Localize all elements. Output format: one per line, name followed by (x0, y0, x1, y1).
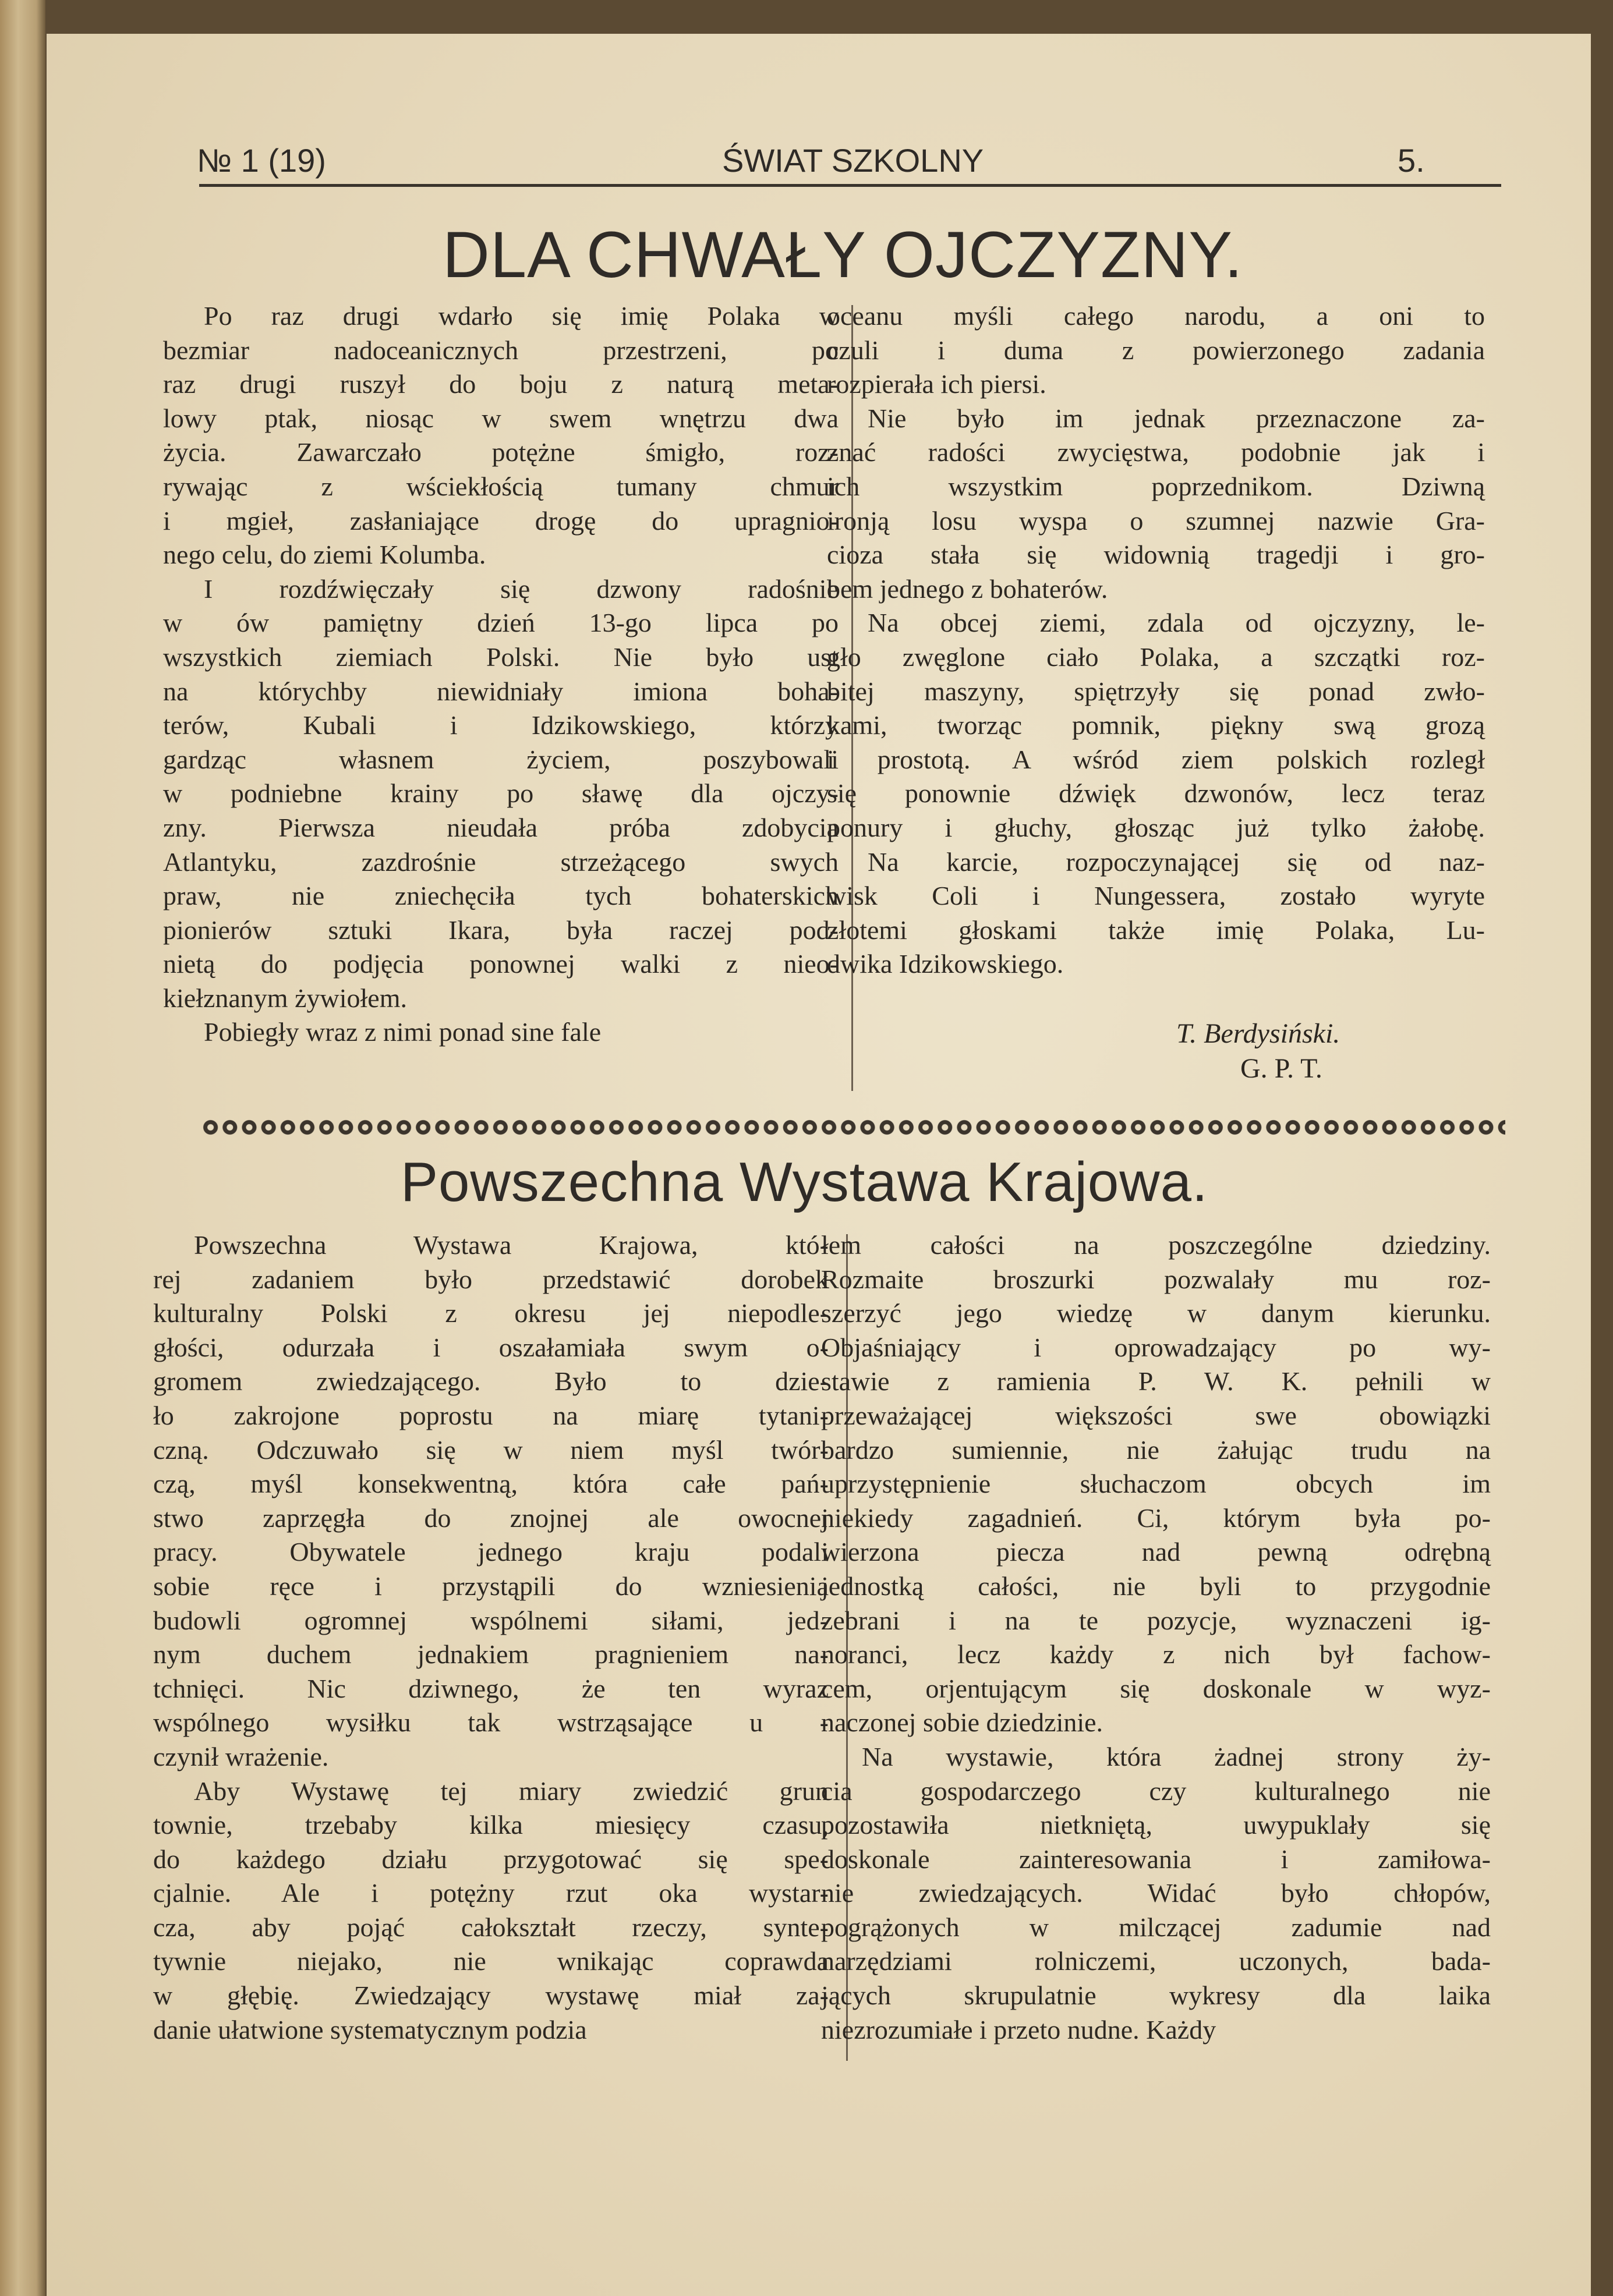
text-line: zebrani i na te pozycje, wyznaczeni ig- (821, 1605, 1491, 1635)
text-line: bem jednego z bohaterów. (827, 573, 1108, 604)
text-line: w głębię. Zwiedzający wystawę miał za- (153, 1980, 829, 2011)
text-line: się ponownie dźwięk dzwonów, lecz teraz (827, 778, 1485, 809)
text-line: raz drugi ruszył do boju z naturą meta- (163, 369, 839, 399)
article-column-left (153, 1228, 829, 2047)
text-line: wierzona piecza nad pewną odrębną (821, 1537, 1491, 1567)
text-line: gardząc własnem życiem, poszybowali (163, 744, 839, 774)
text-line: pionierów sztuki Ikara, była raczej pod- (163, 915, 839, 945)
text-line: złotemi głoskami także imię Polaka, Lu- (827, 915, 1485, 945)
adjacent-page-edge (0, 0, 45, 2296)
text-line: kami, tworząc pomnik, piękny swą grozą (827, 710, 1485, 740)
text-line: na którychby niewidniały imiona boha- (163, 676, 839, 706)
text-line: kiełznanym żywiołem. (163, 983, 407, 1013)
text-line: Po raz drugi wdarło się imię Polaka w (204, 301, 839, 331)
text-line: i mgieł, zasłaniające drogę do upragnio- (163, 505, 839, 536)
text-line: jednostką całości, nie byli to przygodnie (821, 1571, 1491, 1601)
text-line: cza, aby pojąć całokształt rzeczy, synte- (153, 1912, 829, 1942)
article-column-right (821, 1228, 1491, 2047)
text-line: Powszechna Wystawa Krajowa, któ- (194, 1230, 829, 1260)
text-line: ponury i głuchy, głosząc już tylko żałobę. (827, 812, 1485, 842)
text-line: przeważającej większości swe obowiązki (821, 1400, 1491, 1430)
text-line: I rozdźwięczały się dzwony radośnie (204, 573, 839, 604)
text-line: rozpierała ich piersi. (827, 369, 1046, 399)
text-line: w ów pamiętny dzień 13-go lipca po (163, 608, 839, 638)
text-line: znać radości zwycięstwa, podobnie jak i (827, 437, 1485, 467)
text-line: uprzystępnienie słuchaczom obcych im (821, 1469, 1491, 1499)
text-line: sobie ręce i przystąpili do wzniesienia (153, 1571, 829, 1601)
text-line: rywając z wściekłością tumany chmur (163, 471, 839, 501)
text-line: Rozmaite broszurki pozwalały mu roz- (821, 1264, 1491, 1294)
text-line: pozostawiła nietkniętą, uwypuklały się (821, 1810, 1491, 1840)
text-line: nego celu, do ziemi Kolumba. (163, 540, 486, 570)
header-rule (199, 184, 1501, 187)
text-line: pogrążonych w milczącej zadumie nad (821, 1912, 1491, 1942)
text-line: kulturalny Polski z okresu jej niepodle- (153, 1298, 829, 1328)
text-line: noranci, lecz każdy z nich był fachow- (821, 1639, 1491, 1670)
text-line: terów, Kubali i Idzikowskiego, którzy (163, 710, 839, 740)
text-line: stwo zaprzęgła do znojnej ale owocnej (153, 1503, 829, 1533)
text-line: ło zakrojone poprostu na miarę tytani- (153, 1400, 829, 1430)
text-line: nietą do podjęcia ponownej walki z nieo- (163, 949, 839, 979)
text-line: bitej maszyny, spiętrzyły się ponad zwło- (827, 676, 1485, 706)
text-line: czą, myśl konsekwentną, która całe pań- (153, 1469, 829, 1499)
text-line: lowy ptak, niosąc w swem wnętrzu dwa (163, 403, 839, 433)
text-line: głości, odurzała i oszałamiała swym o- (153, 1332, 829, 1362)
article-column-right (827, 299, 1485, 982)
text-line: praw, nie zniechęciła tych bohaterskich (163, 881, 839, 911)
text-line: nie zwiedzających. Widać było chłopów, (821, 1878, 1491, 1908)
text-line: naczonej sobie dziedzinie. (821, 1707, 1103, 1738)
text-line: cia gospodarczego czy kulturalnego nie (821, 1776, 1491, 1806)
text-line: oceanu myśli całego narodu, a oni to (827, 301, 1485, 331)
text-line: Na karcie, rozpoczynającej się od naz- (868, 846, 1485, 877)
text-line: danie ułatwione systematycznym podzia (153, 2014, 587, 2045)
text-line: Atlantyku, zazdrośnie strzeżącego swych (163, 846, 839, 877)
text-line: bezmiar nadoceanicznych przestrzeni, po (163, 335, 839, 365)
text-line: bardzo sumiennie, nie żałując trudu na (821, 1434, 1491, 1465)
document-page (47, 34, 1591, 2296)
text-line: dwika Idzikowskiego. (827, 949, 1064, 979)
text-line: nym duchem jednakiem pragnieniem na- (153, 1639, 829, 1670)
text-line: wisk Coli i Nungessera, zostało wyryte (827, 881, 1485, 911)
text-line: rej zadaniem było przedstawić dorobek (153, 1264, 829, 1294)
text-line: Na wystawie, która żadnej strony ży- (862, 1741, 1491, 1771)
text-line: wspólnego wysiłku tak wstrząsające u - (153, 1707, 829, 1738)
article-title: DLA CHWAŁY OJCZYZNY. (443, 218, 1243, 291)
text-line: czuli i duma z powierzonego zadania (827, 335, 1485, 365)
text-line: Nie było im jednak przeznaczone za- (868, 403, 1485, 433)
author-affiliation: G. P. T. (1240, 1053, 1322, 1084)
text-line: gromem zwiedzającego. Było to dzie- (153, 1366, 829, 1397)
page-number: 5. (1398, 142, 1425, 179)
issue-number: № 1 (19) (197, 142, 326, 179)
text-line: doskonale zainteresowania i zamiłowa- (821, 1844, 1491, 1874)
text-line: do każdego działu przygotować się spe- (153, 1844, 829, 1874)
text-line: Na obcej ziemi, zdala od ojczyzny, le- (868, 608, 1485, 638)
text-line: budowli ogromnej wspólnemi siłami, jed- (153, 1605, 829, 1635)
text-line: czynił wrażenie. (153, 1741, 329, 1771)
text-line: życia. Zawarczało potężne śmigło, roz- (163, 437, 839, 467)
text-line: pracy. Obywatele jednego kraju podali (153, 1537, 829, 1567)
text-line: Aby Wystawę tej miary zwiedzić grun (194, 1776, 829, 1806)
article-author: T. Berdysiński. (1176, 1018, 1340, 1049)
text-line: jących skrupulatnie wykresy dla laika (821, 1980, 1491, 2011)
text-line: tchnięci. Nic dziwnego, że ten wyraz (153, 1673, 829, 1703)
text-line: ironją losu wyspa o szumnej nazwie Gra- (827, 505, 1485, 536)
text-line: Objaśniający i oprowadzający po wy- (821, 1332, 1491, 1362)
text-line: stawie z ramienia P. W. K. pełnili w (821, 1366, 1491, 1397)
text-line: cem, orjentującym się doskonale w wyz- (821, 1673, 1491, 1703)
text-line: zny. Pierwsza nieudała próba zdobycia (163, 812, 839, 842)
text-line: tywnie niejako, nie wnikając coprawda (153, 1946, 829, 1976)
text-line: gło zwęglone ciało Polaka, a szczątki roz- (827, 642, 1485, 672)
text-line: ich wszystkim poprzednikom. Dziwną (827, 471, 1485, 501)
journal-name: ŚWIAT SZKOLNY (722, 142, 984, 179)
text-line: i prostotą. A wśród ziem polskich rozległ (827, 744, 1485, 774)
article-title: Powszechna Wystawa Krajowa. (401, 1151, 1208, 1213)
text-line: townie, trzebaby kilka miesięcy czasu, (153, 1810, 829, 1840)
text-line: niezrozumiałe i przeto nudne. Każdy (821, 2014, 1216, 2045)
text-line: Pobiegły wraz z nimi ponad sine fale (204, 1017, 602, 1047)
text-line: w podniebne krainy po sławę dla ojczy- (163, 778, 839, 809)
text-line: niekiedy zagadnień. Ci, którym była po- (821, 1503, 1491, 1533)
text-line: cjalnie. Ale i potężny rzut oka wystar- (153, 1878, 829, 1908)
ornamental-divider (201, 1118, 1505, 1141)
text-line: czną. Odczuwało się w niem myśl twór- (153, 1434, 829, 1465)
text-line: szerzyć jego wiedzę w danym kierunku. (821, 1298, 1491, 1328)
text-line: cioza stała się widownią tragedji i gro- (827, 540, 1485, 570)
article-column-left (163, 299, 839, 1050)
text-line: łem całości na poszczególne dziedziny. (821, 1230, 1491, 1260)
text-line: narzędziami rolniczemi, uczonych, bada- (821, 1946, 1491, 1976)
text-line: wszystkich ziemiach Polski. Nie było ust (163, 642, 839, 672)
